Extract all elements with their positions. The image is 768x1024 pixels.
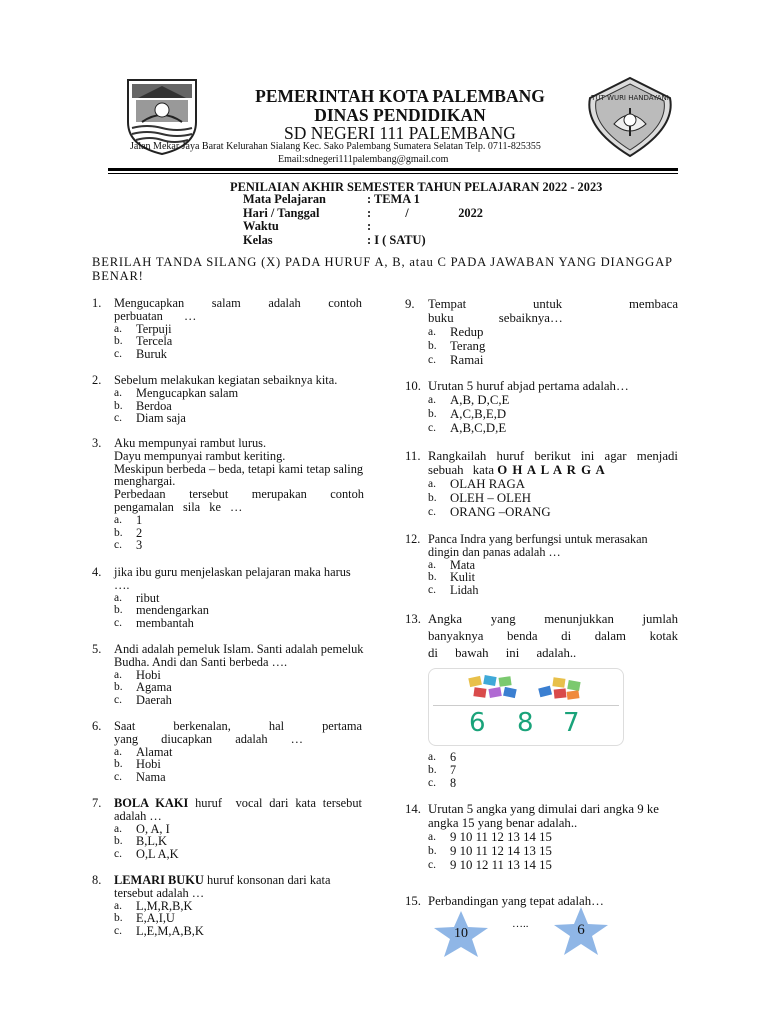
- option-text: B,L,K: [136, 834, 167, 849]
- option-b[interactable]: [114, 527, 364, 540]
- question-text: huruf vocal dari kata tersebut adalah …: [114, 796, 366, 823]
- option-text: mendengarkan: [136, 603, 209, 618]
- question-number: 7.: [92, 796, 102, 810]
- question-3: [92, 437, 364, 552]
- option-text: Terang: [450, 339, 486, 353]
- option-text: Terpuji: [136, 321, 172, 336]
- option-text: Mata: [450, 557, 476, 572]
- question-text: jika ibu guru menjelaskan pelajaran maka harus ….: [114, 565, 351, 592]
- option-text: Lidah: [450, 583, 479, 598]
- question-text: Angka yang menunjukkan jumlah banyaknya benda di dalam kotak di bawah ini adalah..: [428, 612, 678, 660]
- svg-text:TUT WURI HANDAYANI: TUT WURI HANDAYANI: [591, 94, 669, 102]
- option-letter: c.: [428, 506, 436, 518]
- question-number: 11.: [405, 449, 421, 463]
- option-text: L,M,R,B,K: [136, 898, 193, 913]
- option-b[interactable]: [428, 491, 678, 505]
- option-c[interactable]: [114, 694, 364, 707]
- option-a[interactable]: [114, 387, 364, 400]
- option-letter: c.: [114, 848, 122, 861]
- option-c[interactable]: [428, 505, 678, 519]
- question-1: [92, 297, 362, 361]
- option-letter: a.: [428, 558, 436, 571]
- question-7: [92, 796, 366, 862]
- exam-title: PENILAIAN AKHIR SEMESTER TAHUN PELAJARAN 2022 - 2023: [230, 180, 603, 194]
- crayon-boxes-icon: [429, 669, 623, 703]
- option-letter: b.: [114, 681, 123, 694]
- option-letter: a.: [114, 899, 122, 912]
- comparison-blank: …..: [512, 918, 529, 930]
- number-7: 7: [563, 708, 580, 738]
- option-letter: c.: [428, 584, 436, 597]
- option-letter: b.: [428, 340, 437, 352]
- question-line: Aku mempunyai rambut lurus.: [114, 436, 267, 450]
- option-letter: a.: [114, 591, 122, 604]
- option-c[interactable]: [428, 421, 678, 435]
- star-right: [552, 906, 610, 956]
- question-text: Sebelum melakukan kegiatan sebaiknya kita.: [114, 373, 338, 387]
- question-text: Perbandingan yang tepat adalah…: [428, 894, 604, 908]
- option-letter: b.: [428, 492, 437, 504]
- option-text: Tercela: [136, 334, 173, 349]
- question-8: [92, 874, 362, 938]
- question-number: 13.: [405, 612, 421, 626]
- question-keyword: LEMARI BUKU: [114, 873, 204, 887]
- option-a[interactable]: [428, 751, 628, 764]
- option-c[interactable]: [428, 777, 628, 790]
- header-line-1: PEMERINTAH KOTA PALEMBANG: [255, 86, 545, 106]
- option-text: 7: [450, 762, 457, 777]
- option-letter: b.: [114, 335, 123, 348]
- option-letter: c.: [428, 354, 436, 366]
- option-c[interactable]: [428, 584, 678, 597]
- option-text: 3: [136, 538, 143, 553]
- question-keyword: O H A L A R G A: [497, 463, 606, 477]
- option-a[interactable]: [428, 830, 678, 844]
- option-c[interactable]: [114, 848, 362, 861]
- question-number: 2.: [92, 373, 102, 387]
- question-text: Panca Indra yang berfungsi untuk merasakan dingin dan panas adalah …: [428, 532, 648, 559]
- meta-value: : I ( SATU): [367, 232, 426, 247]
- number-6: 6: [469, 708, 486, 738]
- counting-image: [428, 668, 624, 746]
- option-text: Ramai: [450, 353, 484, 367]
- option-c[interactable]: [114, 412, 364, 425]
- star-right-value: 6: [577, 922, 585, 938]
- question-text: Urutan 5 huruf abjad pertama adalah…: [428, 379, 629, 393]
- option-text: E,A,I,U: [136, 911, 175, 926]
- option-text: Diam saja: [136, 411, 186, 426]
- option-letter: a.: [114, 322, 122, 335]
- meta-row: [243, 220, 563, 234]
- question-5: [92, 643, 364, 707]
- question-line: Perbedaan tersebut merupakan contoh pengamalan sila ke …: [114, 487, 364, 514]
- question-4: [92, 566, 364, 630]
- option-a[interactable]: [428, 477, 678, 491]
- option-text: 8: [450, 775, 457, 790]
- option-a[interactable]: [428, 325, 678, 339]
- option-c[interactable]: [114, 925, 362, 938]
- meta-key: Kelas: [243, 232, 273, 247]
- question-10: [405, 379, 678, 435]
- option-letter: a.: [428, 478, 436, 490]
- header-divider-thin: [108, 173, 678, 174]
- question-2: [92, 374, 364, 425]
- question-number: 8.: [92, 873, 102, 887]
- option-text: Hobi: [136, 757, 161, 772]
- option-letter: b.: [428, 845, 437, 857]
- option-text: Buruk: [136, 347, 167, 362]
- option-c[interactable]: [114, 771, 362, 784]
- question-number: 12.: [405, 532, 421, 546]
- question-11: [405, 449, 678, 519]
- question-text: Tempat untuk membaca buku sebaiknya…: [428, 297, 678, 325]
- option-b[interactable]: [428, 764, 628, 777]
- option-text: O,L A,K: [136, 847, 179, 862]
- option-text: O, A, I: [136, 821, 170, 836]
- option-text: OLAH RAGA: [450, 477, 526, 491]
- option-text: ORANG –ORANG: [450, 505, 551, 519]
- option-letter: b.: [114, 835, 123, 848]
- option-letter: c.: [114, 539, 122, 552]
- option-letter: c.: [114, 412, 122, 425]
- option-c[interactable]: [428, 353, 678, 367]
- option-letter: c.: [428, 859, 436, 871]
- option-letter: c.: [114, 694, 122, 707]
- option-text: 1: [136, 512, 143, 527]
- option-text: OLEH – OLEH: [450, 491, 532, 505]
- header-email: Email:sdnegeri111palembang@gmail.com: [278, 154, 449, 165]
- question-keyword: BOLA KAKI: [114, 796, 189, 810]
- question-14: [405, 802, 678, 872]
- question-text: Mengucapkan salam adalah contoh perbuatan …: [114, 296, 362, 323]
- question-number: 1.: [92, 296, 102, 310]
- option-text: 6: [450, 750, 457, 764]
- question-13: [405, 611, 678, 662]
- question-number: 4.: [92, 565, 102, 579]
- question-text: huruf konsonan dari kata tersebut adalah …: [114, 873, 334, 900]
- question-line: Dayu mempunyai rambut keriting.: [114, 448, 286, 463]
- question-number: 5.: [92, 642, 102, 656]
- option-text: Agama: [136, 680, 172, 695]
- question-9: [405, 297, 678, 367]
- question-text: Rangkailah huruf berikut ini agar menjadi sebuah kata: [428, 449, 678, 477]
- option-text: Berdoa: [136, 398, 172, 413]
- option-letter: c.: [114, 771, 122, 784]
- option-c[interactable]: [114, 348, 362, 361]
- question-number: 10.: [405, 379, 421, 393]
- option-a[interactable]: [114, 514, 364, 527]
- option-letter: a.: [428, 394, 436, 406]
- option-text: A,B,C,D,E: [450, 421, 507, 435]
- option-c[interactable]: [428, 858, 678, 872]
- option-letter: c.: [428, 776, 436, 789]
- option-letter: b.: [114, 526, 123, 539]
- option-letter: a.: [114, 745, 122, 758]
- question-text: Saat berkenalan, hal pertama yang diucapkan adalah …: [114, 719, 362, 746]
- header-line-2: DINAS PENDIDIKAN: [314, 105, 486, 125]
- option-text: A,B, D,C,E: [450, 393, 510, 407]
- question-number: 3.: [92, 436, 102, 450]
- option-c[interactable]: [114, 539, 364, 552]
- option-text: ribut: [136, 590, 160, 605]
- meta-key: Hari / Tanggal: [243, 205, 320, 220]
- option-letter: c.: [114, 617, 122, 630]
- option-a[interactable]: [428, 393, 678, 407]
- option-c[interactable]: [114, 617, 364, 630]
- question-15: [405, 894, 678, 908]
- meta-row: [243, 193, 563, 207]
- meta-value: : TEMA 1: [367, 192, 420, 206]
- option-letter: a.: [428, 831, 436, 843]
- meta-key: Waktu: [243, 219, 279, 233]
- option-letter: a.: [428, 326, 436, 338]
- star-left: [432, 910, 490, 958]
- option-text: Daerah: [136, 693, 172, 708]
- option-letter: a.: [114, 822, 122, 835]
- option-letter: b.: [428, 763, 437, 776]
- star-left-value: 10: [454, 926, 468, 941]
- option-text: 9 10 11 12 13 14 15: [450, 830, 552, 844]
- option-text: 9 10 11 12 14 13 15: [450, 844, 552, 858]
- option-letter: b.: [428, 571, 437, 584]
- option-text: Kulit: [450, 570, 476, 585]
- number-8: 8: [517, 708, 534, 738]
- option-letter: c.: [114, 925, 122, 938]
- question-number: 9.: [405, 297, 415, 311]
- option-text: 2: [136, 525, 143, 540]
- header-address: Jalan Mekar Jaya Barat Kelurahan Sialang Kec. Sako Palembang Sumatera Selatan Telp. 0711-825355: [130, 141, 541, 152]
- option-letter: c.: [114, 348, 122, 361]
- option-letter: a.: [114, 386, 122, 399]
- option-text: Alamat: [136, 744, 173, 759]
- option-text: Mengucapkan salam: [136, 385, 239, 400]
- option-letter: b.: [114, 399, 123, 412]
- question-line: Meskipun berbeda – beda, tetapi kami tetap saling menghargai.: [114, 461, 364, 489]
- option-text: Nama: [136, 770, 166, 785]
- option-b[interactable]: [428, 339, 678, 353]
- exam-meta: [243, 193, 563, 247]
- question-text: Andi adalah pemeluk Islam. Santi adalah pemeluk Budha. Andi dan Santi berbeda ….: [114, 642, 364, 669]
- question-12: [405, 533, 678, 597]
- header-line-3: SD NEGERI 111 PALEMBANG: [284, 123, 516, 143]
- question-text: Urutan 5 angka yang dimulai dari angka 9 ke angka 15 yang benar adalah..: [428, 802, 659, 830]
- instruction: BERILAH TANDA SILANG (X) PADA HURUF A, B, atau C PADA JAWABAN YANG DIANGGAP BENAR!: [92, 255, 673, 283]
- option-text: 9 10 12 11 13 14 15: [450, 858, 552, 872]
- option-b[interactable]: [428, 844, 678, 858]
- option-letter: a.: [428, 751, 436, 763]
- question-number: 6.: [92, 719, 102, 733]
- meta-row: [243, 234, 563, 248]
- meta-value: : / 2022: [367, 205, 483, 220]
- option-text: Redup: [450, 325, 484, 339]
- option-text: L,E,M,A,B,K: [136, 924, 204, 939]
- meta-value: :: [367, 219, 372, 233]
- option-letter: b.: [114, 604, 123, 617]
- option-letter: a.: [114, 513, 122, 526]
- meta-key: Mata Pelajaran: [243, 192, 326, 206]
- question-number: 14.: [405, 802, 421, 816]
- question-6: [92, 720, 362, 784]
- question-13-options: [428, 751, 628, 789]
- header-divider-thick: [108, 168, 678, 171]
- question-number: 15.: [405, 894, 421, 908]
- meta-row: [243, 207, 563, 221]
- counting-image-divider: [433, 705, 619, 706]
- option-b[interactable]: [428, 407, 678, 421]
- option-letter: b.: [428, 408, 437, 420]
- option-letter: b.: [114, 912, 123, 925]
- option-letter: b.: [114, 758, 123, 771]
- option-text: Hobi: [136, 667, 161, 682]
- option-text: A,C,B,E,D: [450, 407, 507, 421]
- option-letter: a.: [114, 668, 122, 681]
- option-letter: c.: [428, 422, 436, 434]
- option-text: membantah: [136, 616, 194, 631]
